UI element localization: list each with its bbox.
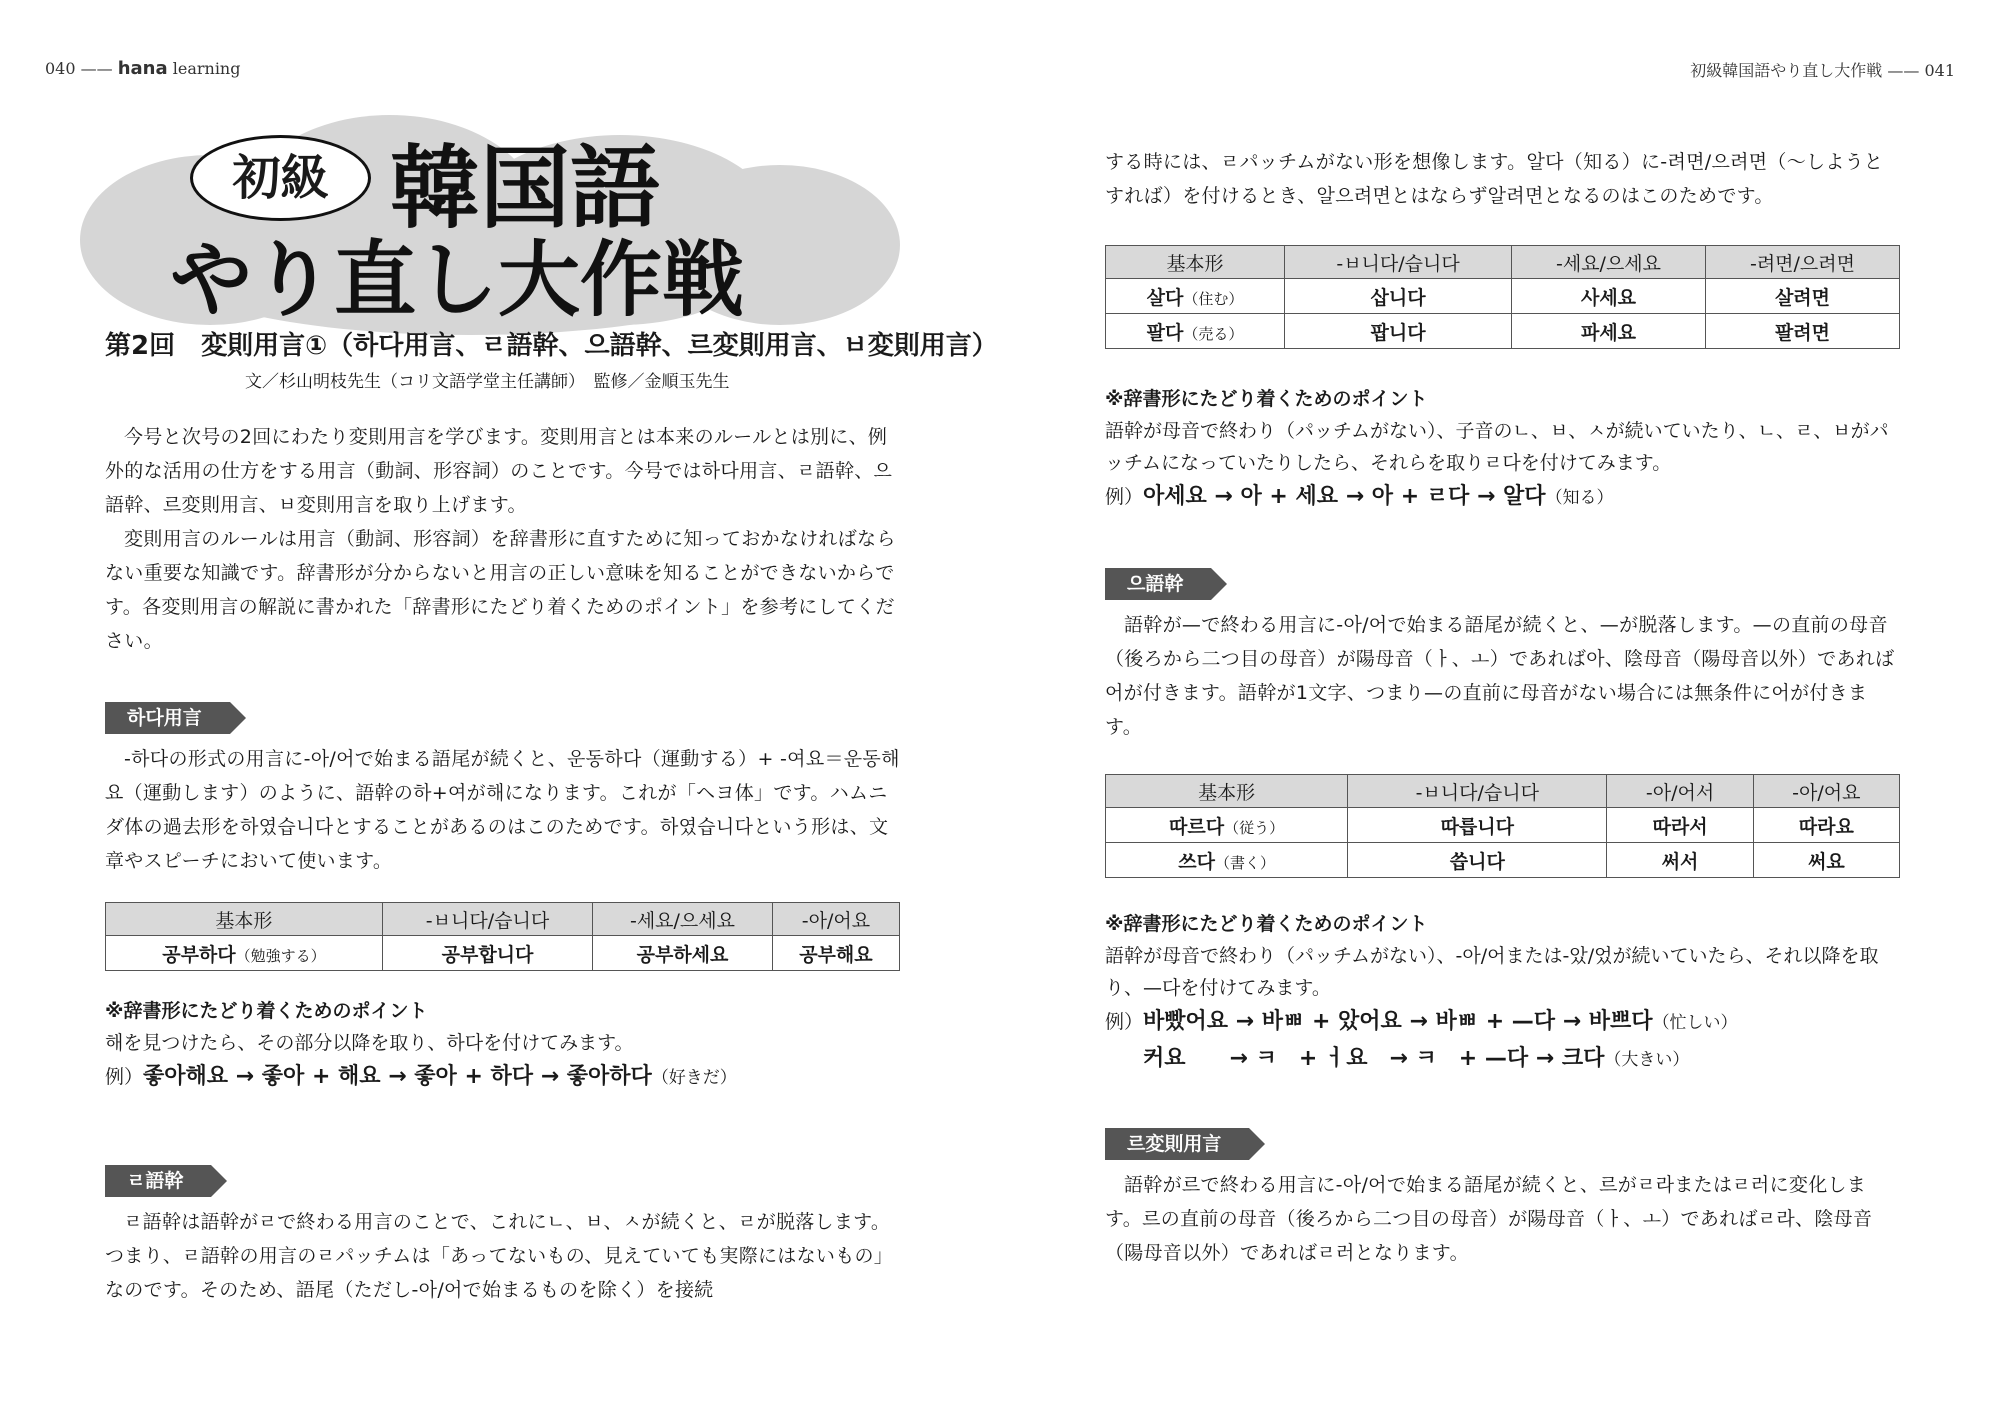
- table-header: -아/어서: [1607, 775, 1753, 808]
- hada-example: 例）좋아해요 → 좋아 + 해요 → 좋아 + 하다 → 좋아하다（好きだ）: [105, 1064, 737, 1089]
- section-tag-reu: 르変則用言: [1105, 1128, 1249, 1160]
- table-header: -ㅂ니다/습니다: [1348, 775, 1607, 808]
- table-header: -ㅂ니다/습니다: [382, 903, 592, 936]
- table-row: 따르다（従う） 따릅니다 따라서 따라요: [1106, 808, 1900, 843]
- table-header: 基本形: [1106, 775, 1348, 808]
- eu-table: [1105, 774, 1900, 878]
- table-row: 팔다（売る） 팝니다 파세요 팔려면: [1106, 314, 1900, 349]
- hada-point-text: 해を見つけたら、その部分以降を取り、하다を付けてみます。: [105, 1032, 634, 1054]
- hada-section: [105, 702, 900, 1096]
- intro-section: [105, 420, 900, 658]
- brand-sub: learning: [172, 59, 241, 78]
- table-header: -아/어요: [1753, 775, 1899, 808]
- hada-table: [105, 902, 900, 971]
- right-page-header: 初級韓国語やり直し大作戦 —— 041: [1690, 61, 1955, 80]
- section-tag-hada: 하다用言: [105, 702, 230, 734]
- hada-point-heading: ※辞書形にたどり着くためのポイント: [105, 1000, 428, 1022]
- page-number: 040: [45, 59, 76, 78]
- table-header: 基本形: [106, 903, 383, 936]
- rieul-continued: [1105, 145, 1900, 516]
- title-line1: 韓国語: [390, 136, 660, 241]
- section-tag-rieul: ㄹ語幹: [105, 1165, 211, 1197]
- left-page-header: 040 —— hana learning: [45, 58, 241, 79]
- title-line2: やり直し大作戦: [170, 233, 745, 328]
- eu-text: 語幹が—で終わる用言に-아/어で始まる語尾が続くと、—が脱落します。—の直前の母音（後ろから二つ目の母音）が陽母音（ㅏ、ㅗ）であれば아、陰母音（陽母音以外）であれば어が付きます。語幹が1文字、つまり—の直前に母音がない場合には無条件に어が付きます。: [1105, 614, 1895, 738]
- table-header: -세요/으세요: [1512, 246, 1706, 279]
- table-header: -아/어요: [772, 903, 899, 936]
- rieul-cont-text: する時には、ㄹパッチムがない形を想像します。알다（知る）に-려면/으려면（～しようとすれば）を付けるとき、알으려면とはならず알려면となるのはこのためです。: [1105, 151, 1884, 207]
- hada-text: -하다の形式の用言に-아/어で始まる語尾が続くと、운동하다（運動する）+ -여요＝운동해요（運動します）のように、語幹の하+여が해になります。これが「ヘヨ体」です。ハムニダ体の過去形を하였습니다とすることがあるのはこのためです。하였습니다という形は、文章やスピーチにおいて使います。: [105, 748, 900, 872]
- reu-text: 語幹が르で終わる用言に-아/어で始まる語尾が続くと、르がㄹ라またはㄹ러に変化します。르の直前の母音（後ろから二つ目の母音）が陽母音（ㅏ、ㅗ）であればㄹ라、陰母音（陽母音以外）であればㄹ러となります。: [1105, 1174, 1873, 1264]
- title-badge: 初級: [190, 135, 371, 221]
- rieul-text: ㄹ語幹は語幹がㄹで終わる用言のことで、これにㄴ、ㅂ、ㅅが続くと、ㄹが脱落します。つまり、ㄹ語幹の用言のㄹパッチムは「あってないもの、見えていても実際にはないもの」なのです。そのため、語尾（ただし-아/어で始まるものを除く）を接続: [105, 1211, 894, 1301]
- eu-example-1: 例）바빴어요 → 바ㅃ + 았어요 → 바ㅃ + —다 → 바쁘다（忙しい）: [1105, 1009, 1738, 1034]
- rieul-point-heading: ※辞書形にたどり着くためのポイント: [1105, 388, 1428, 410]
- rieul-section: [105, 1165, 900, 1307]
- eu-example-2: 커요 → ㅋ + ㅓ요 → ㅋ + —다 → 크다（大きい）: [1143, 1046, 1690, 1071]
- intro-paragraph-2: 変則用言のルールは用言（動詞、形容詞）を辞書形に直すために知っておかなければならない重要な知識です。辞書形が分からないと用言の正しい意味を知ることができないからです。各変則用言の解説に書かれた「辞書形にたどり着くためのポイント」を参考にしてください。: [105, 528, 896, 652]
- running-title: 初級韓国語やり直し大作戦: [1690, 61, 1883, 80]
- eu-point-text: 語幹が母音で終わり（パッチムがない）、-아/어または-았/었が続いていたら、それ以降を取り、—다を付けてみます。: [1105, 945, 1879, 999]
- table-header: -ㅂ니다/습니다: [1285, 246, 1512, 279]
- eu-point-heading: ※辞書形にたどり着くためのポイント: [1105, 913, 1428, 935]
- page-number: 041: [1924, 61, 1955, 80]
- table-row: 쓰다（書く） 씁니다 써서 써요: [1106, 843, 1900, 878]
- table-row: 살다（住む） 삽니다 사세요 살려면: [1106, 279, 1900, 314]
- article-credit: 文／杉山明枝先生（コリ文語学堂主任講師） 監修／金順玉先生: [245, 372, 730, 392]
- title-banner: [60, 95, 910, 335]
- rieul-point-text: 語幹が母音で終わり（パッチムがない）、子音のㄴ、ㅂ、ㅅが続いていたり、ㄴ、ㄹ、ㅂがパッチムになっていたりしたら、それらを取りㄹ다を付けてみます。: [1105, 420, 1889, 474]
- rieul-example: 例）아세요 → 아 + 세요 → 아 + ㄹ다 → 알다（知る）: [1105, 484, 1614, 509]
- reu-section: [1105, 1128, 1900, 1270]
- table-row: 공부하다（勉強する） 공부합니다 공부하세요 공부해요: [106, 936, 900, 971]
- rieul-table: [1105, 245, 1900, 349]
- intro-paragraph-1: 今号と次号の2回にわたり変則用言を学びます。変則用言とは本来のルールとは別に、例外的な活用の仕方をする用言（動詞、形容詞）のことです。今号では하다用言、ㄹ語幹、으語幹、르変則用言、ㅂ変則用言を取り上げます。: [105, 426, 893, 516]
- table-header: -세요/으세요: [593, 903, 773, 936]
- eu-section: [1105, 568, 1900, 1078]
- table-header: 基本形: [1106, 246, 1285, 279]
- brand-logo: hana: [117, 58, 168, 79]
- article-subtitle: 第2回 変則用言①（하다用言、ㄹ語幹、으語幹、르変則用言、ㅂ変則用言）: [105, 331, 998, 361]
- table-header: -려면/으려면: [1705, 246, 1899, 279]
- right-page: [1000, 0, 2000, 1413]
- section-tag-eu: 으語幹: [1105, 568, 1211, 600]
